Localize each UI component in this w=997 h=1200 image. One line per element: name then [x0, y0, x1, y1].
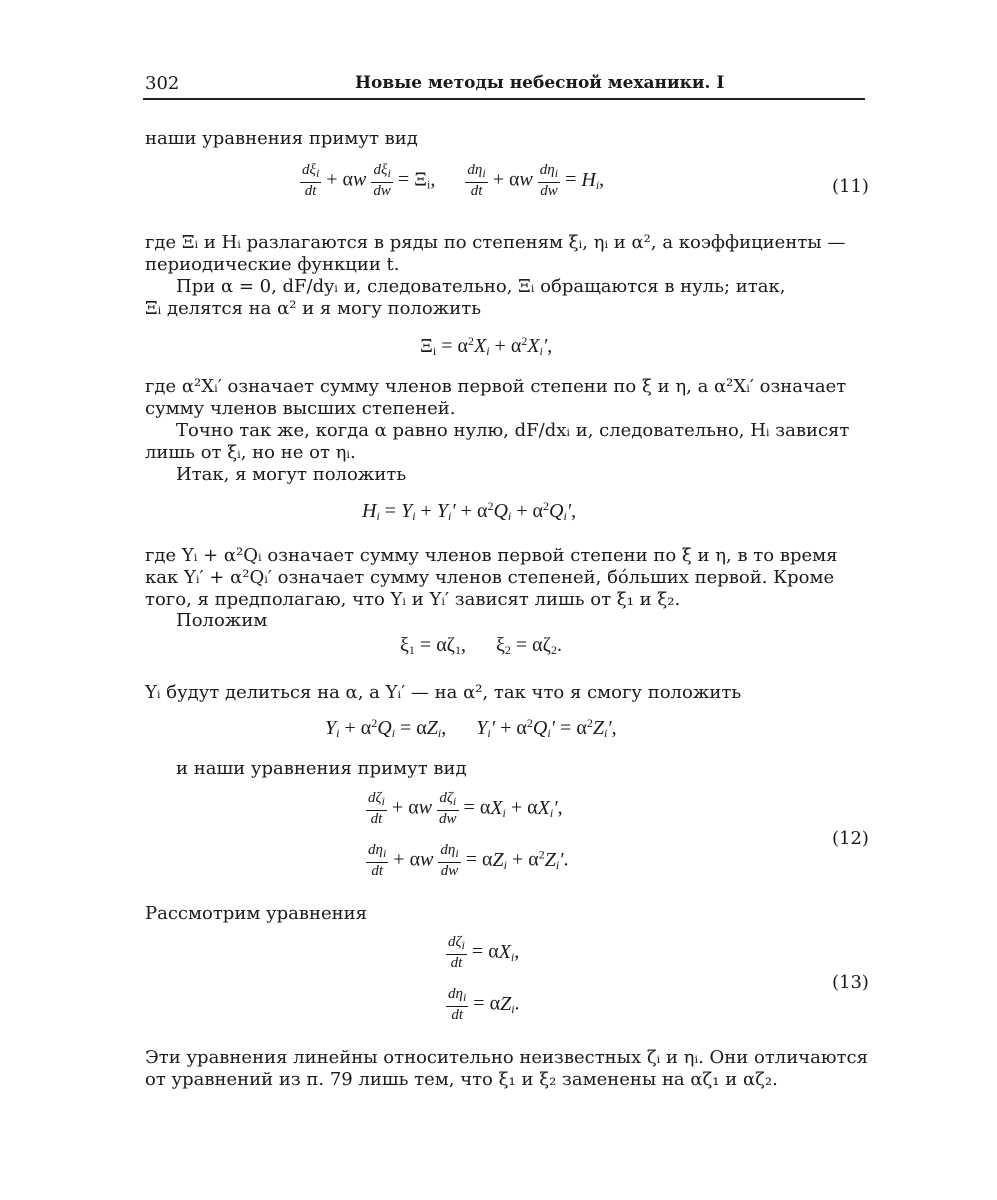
paragraph-our-equations: и наши уравнения примут вид — [176, 758, 467, 779]
paragraph-intro: наши уравнения примут вид — [145, 128, 418, 149]
paragraph-expansion-line1: где Ξᵢ и Hᵢ разлагаются в ряды по степеням ξᵢ, ηᵢ и α², а коэффициенты — — [145, 232, 846, 253]
equation-11: $\frac{d\xi_i}{dt}$ + αw $\frac{d\xi_i}{dw}$ = $\Xi_i$, $\frac{d\eta_i}{dt}$ + αw $\frac{d\eta_i}{dw}$ = $H_i$, — [302, 162, 605, 199]
equation-y-z: $Y_i + \alpha^2Q_i = \alpha Z_i$, $Y_i' + \alpha^2Q_i' = \alpha^2Z_i'$, — [325, 716, 617, 740]
equation-number-13: (13) — [832, 972, 869, 993]
paragraph-meaning-y-line1: где Yᵢ + α²Qᵢ означает сумму членов первой степени по ξ и η, в то время — [145, 545, 838, 566]
paragraph-alpha-zero-line2: Ξᵢ делятся на α² и я могу положить — [145, 298, 481, 319]
equation-number-12: (12) — [832, 828, 869, 849]
page-number: 302 — [145, 73, 180, 94]
equation-13-line2: $\frac{d\eta_i}{dt}$ = $\alpha Z_i$. — [448, 986, 520, 1023]
equation-12-line1: $\frac{d\zeta_i}{dt}$ + αw $\frac{d\zeta_i}{dw}$ = $\alpha X_i + \alpha X_i'$, — [368, 790, 563, 827]
equation-12-line2: $\frac{d\eta_i}{dt}$ + αw $\frac{d\eta_i}{dw}$ = $\alpha Z_i + \alpha^2Z_i'$. — [368, 842, 569, 879]
equation-substitution: $\xi_1 = \alpha\zeta_1$, $\xi_2 = \alpha\zeta_2$. — [400, 634, 562, 657]
header-rule — [143, 98, 865, 100]
paragraph-consider: Рассмотрим уравнения — [145, 903, 368, 924]
paragraph-similarly-line1: Точно так же, когда α равно нулю, dF/dxᵢ и, следовательно, Hᵢ зависят — [176, 420, 850, 441]
paragraph-thus: Итак, я могут положить — [176, 464, 407, 485]
equation-xi: $\Xi_i = \alpha^2X_i + \alpha^2X_i'$, — [420, 334, 553, 358]
paragraph-let: Положим — [176, 610, 268, 631]
paragraph-linear-line1: Эти уравнения линейны относительно неизвестных ζᵢ и ηᵢ. Они отличаются — [145, 1047, 868, 1068]
paragraph-alpha-zero-line1: При α = 0, dF/dyᵢ и, следовательно, Ξᵢ обращаются в нуль; итак, — [176, 276, 786, 297]
paragraph-meaning-x-line2: сумму членов высших степеней. — [145, 398, 456, 419]
equation-h: $H_i = Y_i + Y_i' + \alpha^2Q_i + \alpha^2Q_i'$, — [362, 499, 577, 523]
paragraph-expansion-line2: периодические функции t. — [145, 254, 400, 275]
equation-number-11: (11) — [832, 176, 869, 197]
paragraph-meaning-y-line3: того, я предполагаю, что Yᵢ и Yᵢ′ зависят лишь от ξ₁ и ξ₂. — [145, 589, 681, 610]
paragraph-similarly-line2: лишь от ξᵢ, но не от ηᵢ. — [145, 442, 356, 463]
paragraph-meaning-x-line1: где α²Xᵢ′ означает сумму членов первой степени по ξ и η, а α²Xᵢ′ означает — [145, 376, 847, 397]
paragraph-divisible: Yᵢ будут делиться на α, а Yᵢ′ — на α², так что я смогу положить — [145, 682, 742, 703]
running-header-title: Новые методы небесной механики. I — [355, 73, 725, 93]
equation-13-line1: $\frac{d\zeta_i}{dt}$ = $\alpha X_i$, — [448, 934, 520, 971]
paragraph-meaning-y-line2: как Yᵢ′ + α²Qᵢ′ означает сумму членов степеней, бóльших первой. Кроме — [145, 567, 835, 588]
paragraph-linear-line2: от уравнений из п. 79 лишь тем, что ξ₁ и ξ₂ заменены на αζ₁ и αζ₂. — [145, 1069, 778, 1090]
